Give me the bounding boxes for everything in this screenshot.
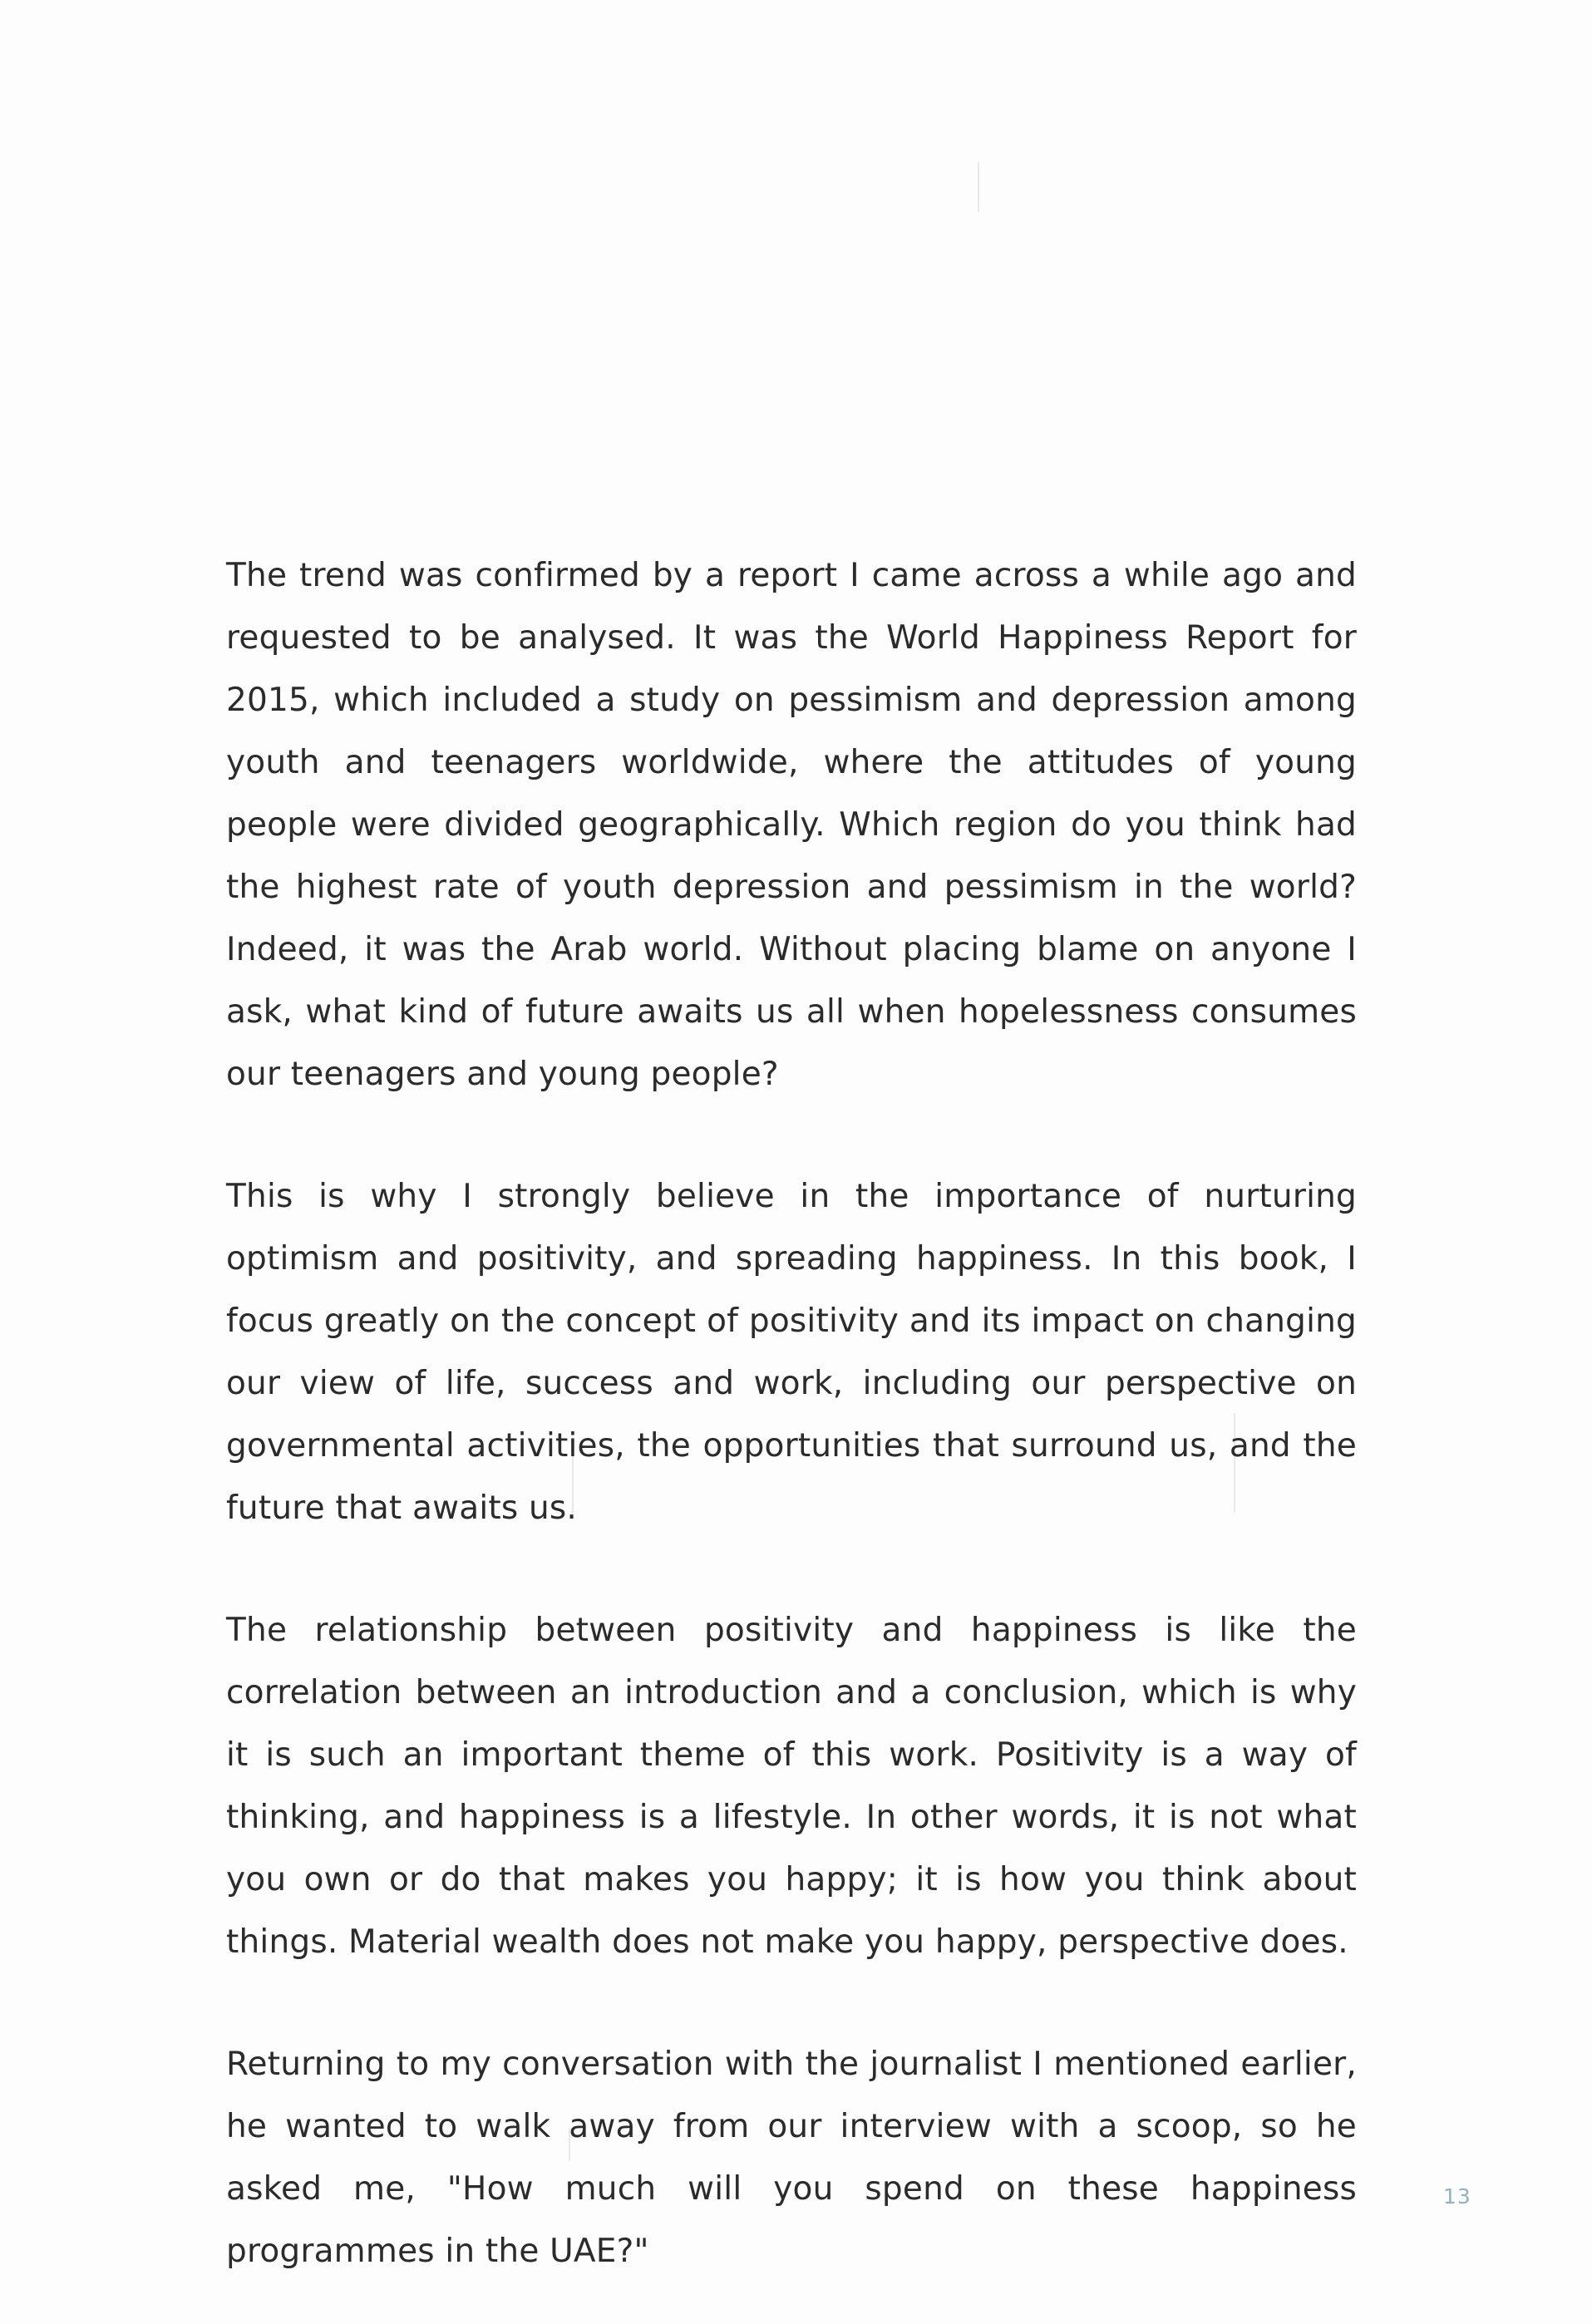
paragraph-3: The relationship between positivity and happiness is like the correlation between an introduction and a conclusion, which is why it is such an important theme of this work. Positivity is a way of thinking, and happiness is a lifestyle. In other words, it is not what you own or do that makes you happy; it is how you think about things. Material wealth does not make you happy, perspective does.	[226, 1612, 1357, 1961]
paragraph-1: The trend was confirmed by a report I came across a while ago and requested to be analysed. It was the World Happiness Report for 2015, which included a study on pessimism and depression among youth and teenagers worldwide, where the attitudes of young people were divided geographically. Which region do you think had the highest rate of youth depression and pessimism in the world? Indeed, it was the Arab world. Without placing blame on anyone I ask, what kind of future awaits us all when hopelessness consumes our teenagers and young people?	[226, 557, 1357, 1093]
paragraph-4: Returning to my conversation with the journalist I mentioned earlier, he wanted to walk away from our interview with a scoop, so he asked me, "How much will you spend on these happiness programmes in the UAE?"	[226, 2046, 1357, 2270]
scan-artifact	[978, 162, 979, 212]
page-number: 13	[1443, 2184, 1471, 2208]
body-text	[226, 544, 1357, 2282]
paragraph-2: This is why I strongly believe in the importance of nurturing optimism and positivity, and spreading happiness. In this book, I focus greatly on the concept of positivity and its impact on changing our view of life, success and work, including our perspective on governmental activities, the opportunities that surround us, and the future that awaits us.	[226, 1178, 1357, 1527]
